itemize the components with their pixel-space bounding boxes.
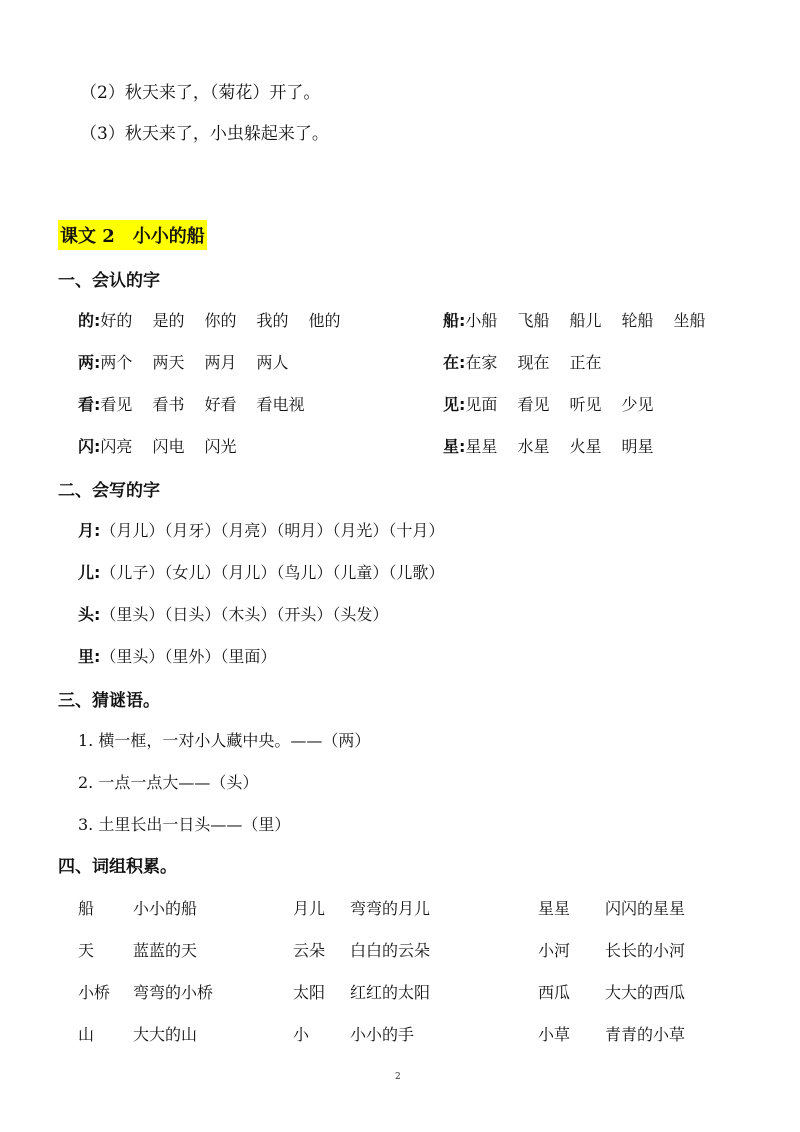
char-label: 看 — [78, 395, 95, 414]
word: 明星 — [621, 437, 654, 456]
word: 他的 — [308, 311, 341, 330]
phrase-example: 闪闪的星星 — [605, 899, 686, 918]
write-row — [78, 518, 444, 541]
riddle-item: 2. 一点一点大——（头） — [78, 773, 259, 792]
write-words: （月儿）（月牙）（月亮）（明月）（月光）（十月） — [100, 521, 445, 540]
word: 闪亮 — [100, 437, 133, 456]
char-label: 月 — [78, 521, 95, 540]
phrase-example: 弯弯的小桥 — [133, 983, 214, 1002]
section3-heading: 三、猜谜语。 — [58, 691, 160, 711]
write-words: （里头）（里外）（里面） — [100, 647, 277, 666]
char-separator: : — [94, 437, 101, 456]
char-row — [78, 308, 361, 331]
word: 你的 — [204, 311, 237, 330]
word: 两个 — [100, 353, 133, 372]
write-words: （儿子）（女儿）（月儿）（鸟儿）（儿童）（儿歌） — [100, 563, 445, 582]
intro-line-2: （2）秋天来了，（菊花）开了。 — [80, 83, 321, 103]
write-words: （里头）（日头）（木头）（开头）（头发） — [100, 605, 389, 624]
char-separator: : — [94, 521, 101, 540]
word: 是的 — [152, 311, 185, 330]
char-label: 两 — [78, 353, 95, 372]
char-label: 星 — [443, 437, 460, 456]
word: 看书 — [152, 395, 185, 414]
word: 我的 — [256, 311, 289, 330]
word: 船儿 — [569, 311, 602, 330]
char-row — [443, 308, 726, 331]
char-separator: : — [459, 395, 466, 414]
phrase-word: 小河 — [538, 941, 571, 960]
char-separator: : — [459, 437, 466, 456]
char-row — [443, 392, 673, 415]
phrase-example: 小小的手 — [350, 1025, 415, 1044]
phrase-word: 西瓜 — [538, 983, 571, 1002]
word: 星星 — [465, 437, 498, 456]
char-separator: : — [459, 353, 466, 372]
char-label: 的 — [78, 311, 95, 330]
phrase-example: 大大的西瓜 — [605, 983, 686, 1002]
char-separator: : — [94, 605, 101, 624]
word: 好看 — [204, 395, 237, 414]
word: 现在 — [517, 353, 550, 372]
phrase-example: 青青的小草 — [605, 1025, 686, 1044]
word: 正在 — [569, 353, 602, 372]
write-row — [78, 560, 444, 583]
section2-heading: 二、会写的字 — [58, 481, 160, 501]
word: 看见 — [517, 395, 550, 414]
phrase-word: 小 — [293, 1025, 310, 1044]
char-row — [443, 350, 621, 373]
word: 飞船 — [517, 311, 550, 330]
riddle-item: 1. 横一框，一对小人藏中央。——（两） — [78, 731, 371, 750]
phrase-example: 长长的小河 — [605, 941, 686, 960]
phrase-word: 小草 — [538, 1025, 571, 1044]
word: 好的 — [100, 311, 133, 330]
phrase-example: 红红的太阳 — [350, 983, 431, 1002]
phrase-word: 天 — [78, 941, 95, 960]
word: 在家 — [465, 353, 498, 372]
phrase-word: 小桥 — [78, 983, 111, 1002]
word: 轮船 — [621, 311, 654, 330]
section4-heading: 四、词组积累。 — [58, 857, 177, 877]
char-row — [78, 392, 324, 415]
section1-heading: 一、会认的字 — [58, 271, 160, 291]
word: 看电视 — [256, 395, 305, 414]
word: 见面 — [465, 395, 498, 414]
riddle-item: 3. 土里长出一日头——（里） — [78, 815, 291, 834]
char-separator: : — [94, 647, 101, 666]
phrase-example: 蓝蓝的天 — [133, 941, 198, 960]
phrase-word: 星星 — [538, 899, 571, 918]
char-separator: : — [459, 311, 466, 330]
char-label: 儿 — [78, 563, 95, 582]
page-number: 2 — [395, 1072, 401, 1082]
phrase-word: 月儿 — [293, 899, 326, 918]
char-separator: : — [94, 353, 101, 372]
phrase-word: 太阳 — [293, 983, 326, 1002]
phrase-example: 小小的船 — [133, 899, 198, 918]
char-label: 见 — [443, 395, 460, 414]
word: 闪电 — [152, 437, 185, 456]
char-label: 头 — [78, 605, 95, 624]
word: 两天 — [152, 353, 185, 372]
char-separator: : — [94, 395, 101, 414]
char-row — [443, 434, 673, 457]
word: 火星 — [569, 437, 602, 456]
word: 看见 — [100, 395, 133, 414]
phrase-word: 云朵 — [293, 941, 326, 960]
phrase-example: 大大的山 — [133, 1025, 198, 1044]
word: 水星 — [517, 437, 550, 456]
word: 两月 — [204, 353, 237, 372]
char-label: 船 — [443, 311, 460, 330]
write-row — [78, 602, 388, 625]
phrase-word: 船 — [78, 899, 95, 918]
char-label: 闪 — [78, 437, 95, 456]
word: 两人 — [256, 353, 289, 372]
word: 少见 — [621, 395, 654, 414]
phrase-word: 山 — [78, 1025, 95, 1044]
word: 小船 — [465, 311, 498, 330]
phrase-example: 弯弯的月儿 — [350, 899, 431, 918]
lesson-title: 课文 2 小小的船 — [58, 220, 207, 250]
phrase-example: 白白的云朵 — [350, 941, 431, 960]
char-label: 里 — [78, 647, 95, 666]
word: 闪光 — [204, 437, 237, 456]
char-label: 在 — [443, 353, 460, 372]
char-separator: : — [94, 563, 101, 582]
word: 坐船 — [673, 311, 706, 330]
write-row — [78, 644, 276, 667]
word: 听见 — [569, 395, 602, 414]
char-separator: : — [94, 311, 101, 330]
char-row — [78, 434, 256, 457]
char-row — [78, 350, 308, 373]
intro-line-3: （3）秋天来了，小虫躲起来了。 — [80, 124, 329, 144]
